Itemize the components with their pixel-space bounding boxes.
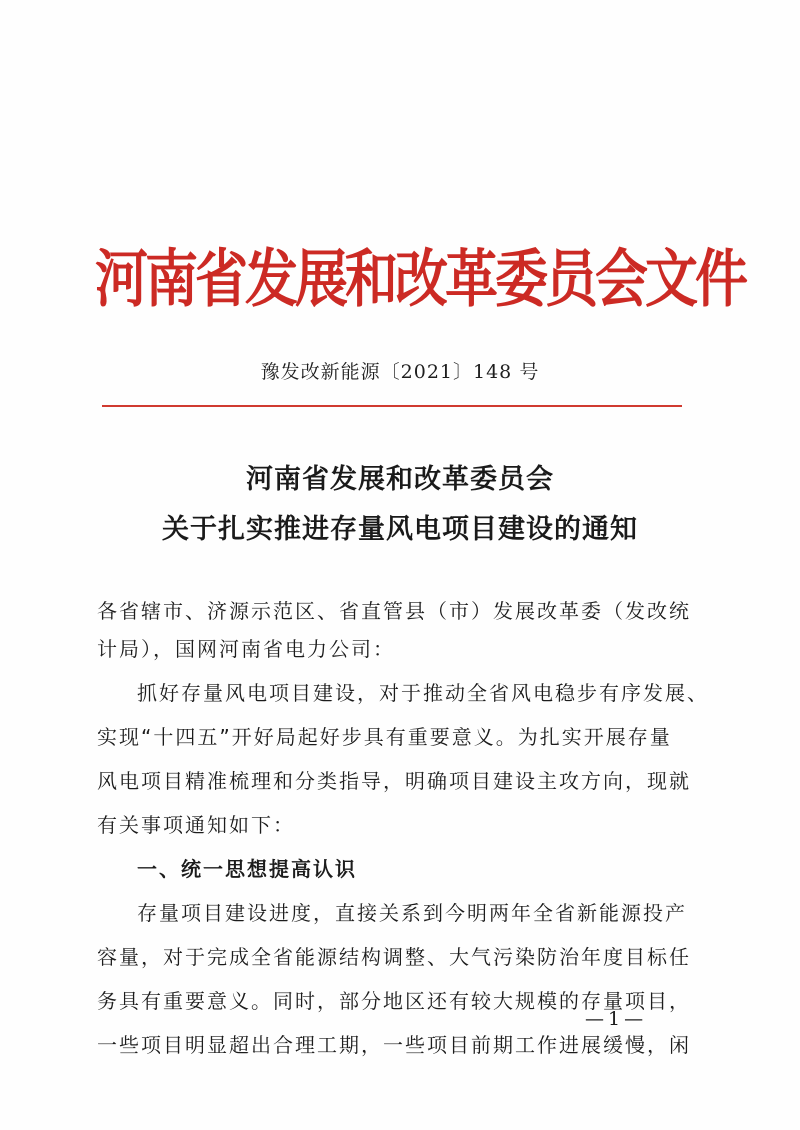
notice-title-line-1: 河南省发展和改革委员会 xyxy=(246,464,554,495)
page-number: —1— xyxy=(585,1008,648,1030)
red-divider-line xyxy=(102,405,682,407)
masthead-title: 河南省发展和改革委员会文件 xyxy=(95,242,745,316)
body-line-paragraph-1: 抓好存量风电项目建设，对于推动全省风电稳步有序发展、 xyxy=(137,681,709,705)
document-number: 豫发改新能源〔2021〕148 号 xyxy=(260,361,540,383)
body-line-paragraph-1: 有关事项通知如下： xyxy=(97,813,295,837)
body-line-paragraph-2: 存量项目建设进度，直接关系到今明两年全省新能源投产 xyxy=(137,901,687,925)
body-line-paragraph-2: 务具有重要意义。同时，部分地区还有较大规模的存量项目， xyxy=(97,989,691,1013)
section-heading-1: 一、统一思想提高认识 xyxy=(137,857,357,881)
body-line-salutation-cont: 计局），国网河南省电力公司： xyxy=(97,637,395,661)
body-line-paragraph-1: 风电项目精准梳理和分类指导，明确项目建设主攻方向，现就 xyxy=(97,769,691,793)
body-line-paragraph-2: 容量，对于完成全省能源结构调整、大气污染防治年度目标任 xyxy=(97,945,691,969)
body-line-paragraph-2: 一些项目明显超出合理工期，一些项目前期工作进展缓慢，闲 xyxy=(97,1033,691,1057)
body-line-paragraph-1: 实现“十四五”开好局起好步具有重要意义。为扎实开展存量 xyxy=(97,725,672,749)
notice-title-line-2: 关于扎实推进存量风电项目建设的通知 xyxy=(162,514,638,545)
body-line-salutation: 各省辖市、济源示范区、省直管县（市）发展改革委（发改统 xyxy=(97,599,691,623)
